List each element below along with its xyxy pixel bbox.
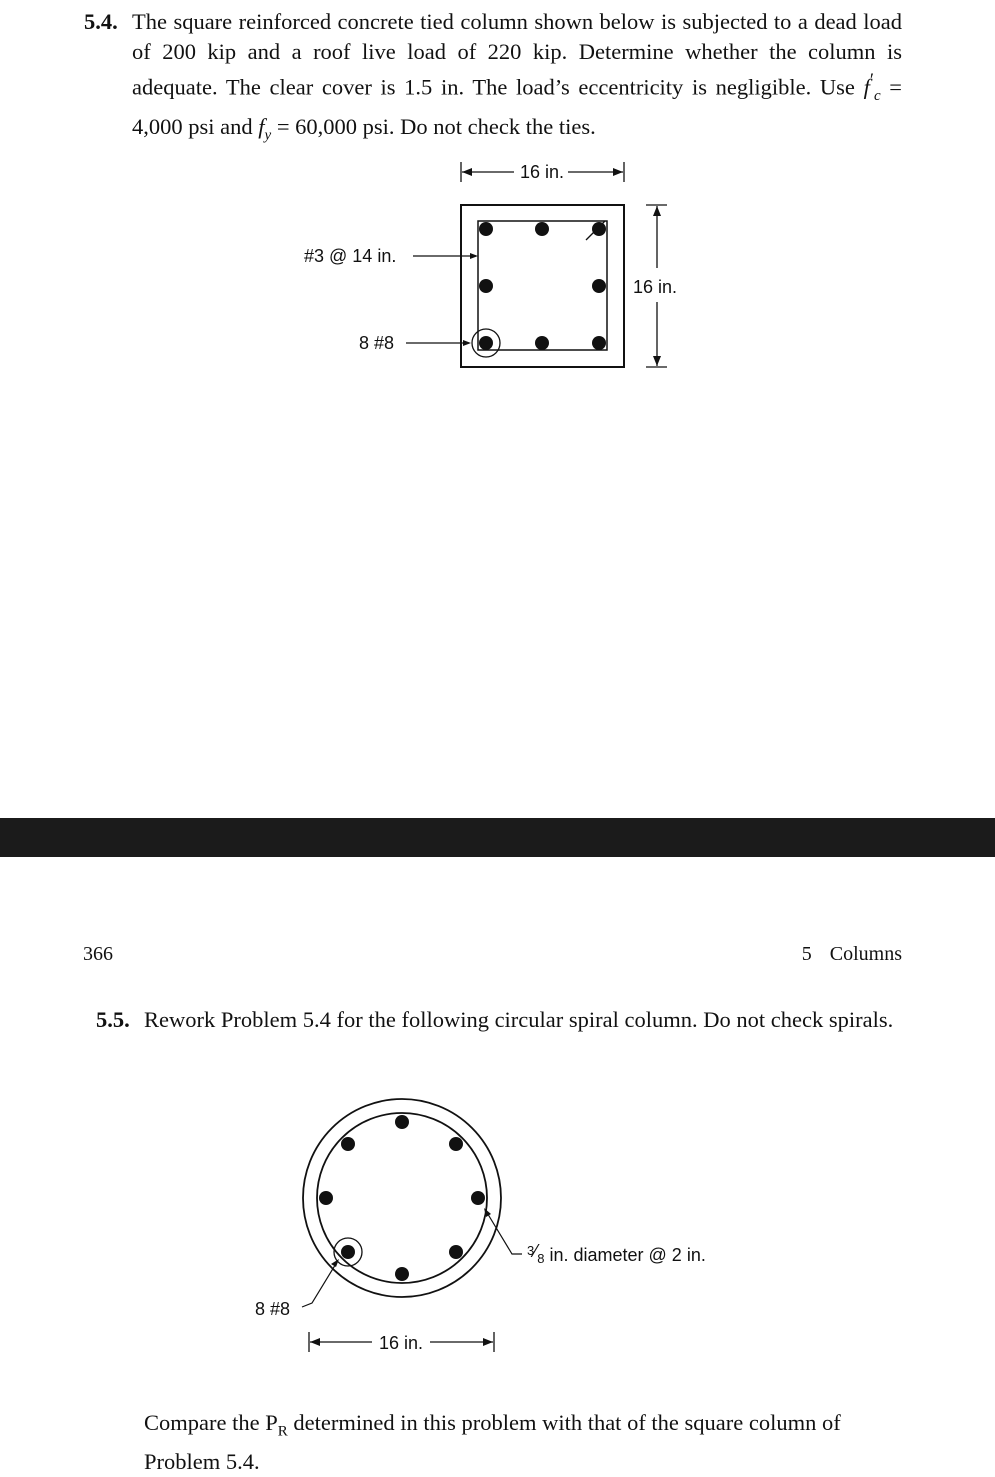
rebar <box>471 1191 485 1205</box>
rebar <box>592 279 606 293</box>
chapter-title: Columns <box>829 943 902 965</box>
height-dimension <box>633 205 677 367</box>
tie-outline <box>478 221 607 350</box>
rebar <box>479 336 493 350</box>
width-dimension <box>461 162 624 182</box>
rebar-group <box>479 222 606 350</box>
problem-number: 5.4. <box>84 9 118 34</box>
width-label: 16 in. <box>519 162 565 182</box>
page-separator <box>0 818 995 857</box>
circular-column-figure <box>0 1080 995 1380</box>
problem-text: Rework Problem 5.4 for the following circular spiral column. Do not check spirals. <box>144 1007 894 1032</box>
bars-label: 8 #8 <box>255 1299 291 1319</box>
running-head <box>784 943 902 966</box>
diameter-label: 16 in. <box>378 1333 424 1353</box>
rebar <box>319 1191 333 1205</box>
compare-text: Compare the $P_R$ determined in this problem with that of the square column of Problem 5.4. <box>144 1410 841 1474</box>
rebar <box>449 1137 463 1151</box>
rebar <box>395 1115 409 1129</box>
rebar <box>341 1245 355 1259</box>
rebar-group <box>319 1115 485 1281</box>
problem-text: The square reinforced concrete tied column shown below is subjected to a dead load of 200 kip and a roof live load of 220 kip. Determine whether the column is adequate. The clear cover is 1.5 in. The load’s eccentricity is negligible. Use $f'_c = 4,000$ psi and $f_y = 60,000$ psi. Do not check the ties. <box>132 9 902 143</box>
rebar <box>592 336 606 350</box>
rebar <box>592 222 606 236</box>
rebar <box>395 1267 409 1281</box>
diameter-dimension <box>309 1332 494 1353</box>
rebar <box>341 1137 355 1151</box>
problem-number: 5.5. <box>96 1007 130 1032</box>
problem-5-5 <box>96 1005 902 1035</box>
page-number: 366 <box>83 943 113 965</box>
rebar <box>535 336 549 350</box>
square-column-figure <box>0 0 995 420</box>
spiral-label: $^3⁄_8$ in. diameter @ 2 in. <box>527 1241 706 1266</box>
rebar <box>479 279 493 293</box>
chapter-number: 5 <box>801 943 812 965</box>
rebar <box>535 222 549 236</box>
rebar <box>479 222 493 236</box>
bars-label: 8 #8 <box>359 333 395 353</box>
spiral-outline <box>317 1113 487 1283</box>
ties-label: #3 @ 14 in. <box>304 246 397 266</box>
height-label: 16 in. <box>633 277 678 297</box>
rebar <box>449 1245 463 1259</box>
